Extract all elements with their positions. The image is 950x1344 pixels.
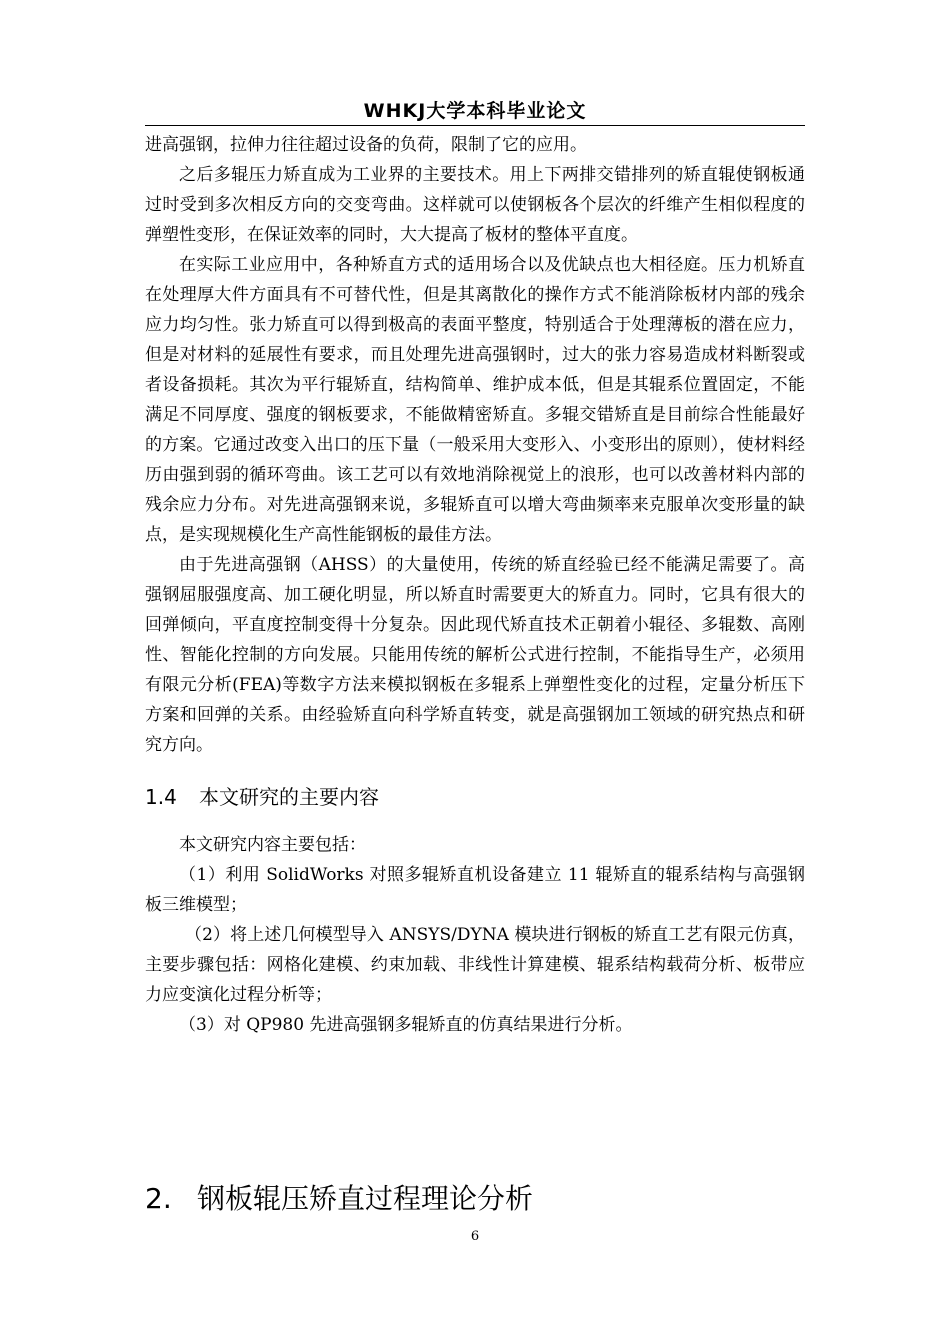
paragraph-continuation: 进高强钢，拉伸力往往超过设备的负荷，限制了它的应用。: [145, 135, 587, 155]
chapter-title: 钢板辊压矫直过程理论分析: [197, 1182, 534, 1215]
chapter-heading: [145, 1182, 533, 1216]
section-number: 1.4: [145, 785, 177, 809]
paragraph: 之后多辊压力矫直成为工业界的主要技术。用上下两排交错排列的矫直辊使钢板通过时受到多次相反方向的交变弯曲。这样就可以使钢板各个层次的纤维产生相似程度的弹塑性变形，在保证效率的同时，大大提高了板材的整体平直度。: [145, 165, 805, 245]
paragraph: 由于先进高强钢（AHSS）的大量使用，传统的矫直经验已经不能满足需要了。高强钢屈服强度高、加工硬化明显，所以矫直时需要更大的矫直力。同时，它具有很大的回弹倾向，平直度控制变得十分复杂。因此现代矫直技术正朝着小辊径、多辊数、高刚性、智能化控制的方向发展。只能用传统的解析公式进行控制，不能指导生产，必须用有限元分析(FEA)等数字方法来模拟钢板在多辊系上弹塑性变化的过程，定量分析压下方案和回弹的关系。由经验矫直向科学矫直转变，就是高强钢加工领域的研究热点和研究方向。: [145, 555, 805, 755]
chapter-number: 2.: [145, 1182, 172, 1215]
list-item: （1）利用 SolidWorks 对照多辊矫直机设备建立 11 辊矫直的辊系结构与高强钢板三维模型；: [145, 865, 805, 915]
list-item: （2）将上述几何模型导入 ANSYS/DYNA 模块进行钢板的矫直工艺有限元仿真，主要步骤包括：网格化建模、约束加载、非线性计算建模、辊系结构载荷分析、板带应力应变演化过程分析等；: [145, 925, 805, 1005]
page-number: 6: [470, 1229, 480, 1244]
section-heading: [145, 782, 805, 812]
header-rule: [145, 125, 805, 126]
paragraph: 在实际工业应用中，各种矫直方式的适用场合以及优缺点也大相径庭。压力机矫直在处理厚大件方面具有不可替代性，但是其离散化的操作方式不能消除板材内部的残余应力均匀性。张力矫直可以得到极高的表面平整度，特别适合于处理薄板的潜在应力，但是对材料的延展性有要求，而且处理先进高强钢时，过大的张力容易造成材料断裂或者设备损耗。其次为平行辊矫直，结构简单、维护成本低，但是其辊系位置固定，不能满足不同厚度、强度的钢板要求，不能做精密矫直。多辊交错矫直是目前综合性能最好的方案。它通过改变入出口的压下量（一般采用大变形入、小变形出的原则），使材料经历由强到弱的循环弯曲。该工艺可以有效地消除视觉上的浪形，也可以改善材料内部的残余应力分布。对先进高强钢来说，多辊矫直可以增大弯曲频率来克服单次变形量的缺点，是实现规模化生产高性能钢板的最佳方法。: [145, 255, 805, 545]
section-title: 本文研究的主要内容: [199, 785, 379, 809]
body-text: [145, 130, 805, 1040]
running-header: WHKJ大学本科毕业论文: [363, 100, 587, 122]
paragraph: 本文研究内容主要包括：: [179, 835, 366, 855]
list-item: （3）对 QP980 先进高强钢多辊矫直的仿真结果进行分析。: [179, 1015, 633, 1035]
